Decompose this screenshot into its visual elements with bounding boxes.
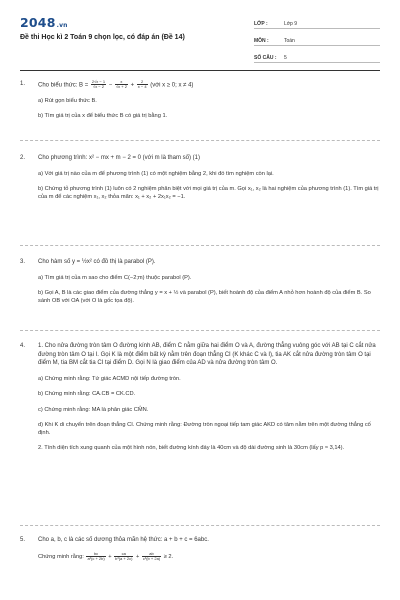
meta-row-class [254, 16, 380, 29]
meta-row-subject [254, 33, 380, 46]
question-1a: a) Rút gọn biểu thức B. [38, 97, 97, 104]
question-divider [20, 330, 380, 331]
question-5-proof: Chứng minh rằng: $\frac{bc}{\text{a³(c + 2b)}}$ + $\frac{ca}{\text{b³(a + 2c)}}$ + $\frac{ab}{\text{c³(b + 2a)}}$ ≥ 2. [38, 550, 174, 561]
header-divider [20, 70, 380, 71]
fraction-2: $\frac{x}{√x + 2}$ [115, 79, 127, 90]
logo-main: 2048 [20, 15, 56, 30]
question-1b: b) Tìm giá trị của x để biểu thức B có giá trị bằng 1. [38, 113, 168, 120]
meta-label: SỐ CÂU : [254, 54, 277, 61]
question-number: 4. [20, 343, 26, 349]
site-logo[interactable] [20, 14, 68, 32]
stem-suffix: (với x ≥ 0; x ≠ 4) [150, 82, 194, 89]
question-divider [20, 245, 380, 246]
document-header [0, 0, 400, 66]
question-3a: a) Tìm giá trị của m sao cho điểm C(−2;m) thuộc parabol (P). [38, 274, 192, 281]
stem-prefix: Cho biểu thức: B = [38, 82, 89, 89]
question-5 [20, 536, 380, 561]
meta-label: MÔN : [254, 37, 269, 44]
question-3 [20, 258, 380, 305]
meta-value: Lớp 9 [284, 20, 298, 27]
meta-value: 5 [284, 54, 287, 61]
question-stem: Cho phương trình: x² − mx + m − 2 = 0 (với m là tham số) (1) [38, 155, 200, 161]
question-4d: d) Khi K di chuyển trên đoạn thẳng CI. Chứng minh rằng: Đường tròn ngoại tiếp tam giác AKD có tâm nằm trên một đường thẳng cố định. [38, 421, 371, 437]
question-stem: 1. Cho nửa đường tròn tâm O đường kính AB, điểm C nằm giữa hai điểm O và A, đường thẳng vuông góc với AB tại C cắt nửa đường tròn tâm O tại I. Gọi K là một điểm bất kỳ nằm trên đoạn thẳng CI (K khác C và I), tia AK cắt nửa đường tròn tâm O tại điểm M, tia BM cắt tia CI tại điểm D. Gọi N là giao điểm của AD và nửa đường tròn tâm O. [38, 343, 376, 367]
question-divider [20, 140, 380, 141]
meta-row-count [254, 50, 380, 63]
meta-label: LỚP : [254, 20, 268, 27]
question-number: 5. [20, 537, 26, 543]
fraction-ab: $\frac{ab}{\text{c³(b + 2a)}}$ [142, 550, 161, 561]
question-2b: b) Chứng tỏ phương trình (1) luôn có 2 nghiệm phân biệt với mọi giá trị của m. Gọi x₁, x₂ là hai nghiệm của phương trình (1). Tìm giá trị của m để các nghiệm x₁, x₂ thỏa mãn: x₁ + x₂ + 2x₁x₂ = −1. [38, 185, 379, 201]
question-4b: b) Chứng minh rằng: CA.CB = CK.CD. [38, 391, 136, 398]
question-2 [20, 154, 380, 201]
question-number: 1. [20, 81, 26, 87]
question-2a: a) Với giá trị nào của m để phương trình (1) có một nghiệm bằng 2, khi đó tìm nghiệm còn lại. [38, 170, 274, 177]
exam-meta [254, 16, 380, 67]
meta-value: Toán [284, 37, 295, 44]
question-4a: a) Chứng minh rằng: Tứ giác ACMD nội tiếp đường tròn. [38, 376, 181, 383]
question-4c: c) Chứng minh rằng: MA là phân giác CM̂N. [38, 406, 149, 413]
exam-title: Đề thi Học kì 2 Toán 9 chọn lọc, có đáp án (Đề 14) [20, 34, 185, 41]
question-number: 3. [20, 259, 26, 265]
question-stem: Cho hàm số y = ½x² có đồ thị là parabol (P). [38, 259, 156, 265]
proof-suffix: ≥ 2. [163, 553, 174, 560]
fraction-bc: $\frac{bc}{\text{a³(c + 2b)}}$ [87, 550, 105, 561]
question-stem: Cho biểu thức: B = $\frac{2√x - 1}{√x - 2}$ − $\frac{x}{√x + 2}$ + $\frac{2}{x - 4}$ (với x ≥ 0; x ≠ 4) [38, 79, 194, 90]
fraction-ca: $\frac{ca}{\text{b³(a + 2c)}}$ [115, 550, 133, 561]
proof-prefix: Chứng minh rằng: [38, 553, 84, 560]
fraction-3: $\frac{2}{x - 4}$ [137, 79, 147, 90]
question-number: 2. [20, 155, 26, 161]
question-divider [20, 525, 380, 526]
fraction-1: $\frac{2√x - 1}{√x - 2}$ [91, 79, 106, 90]
question-1 [20, 80, 380, 120]
logo-suffix: .vn [56, 22, 68, 29]
question-4-part2: 2. Tính diện tích xung quanh của một hình nón, biết đường kính đáy là 40cm và độ dài đường sinh là 30cm (lấy p ≈ 3,14). [38, 445, 345, 452]
question-3b: b) Gọi A, B là các giao điểm của đường thẳng y = x + ½ và parabol (P), biết hoành độ của điểm A nhỏ hơn hoành độ của điểm B. So sánh OB với OA (với O là gốc tọa độ). [38, 289, 371, 305]
question-4 [20, 342, 380, 453]
question-stem: Cho a, b, c là các số dương thỏa mãn hệ thức: a + b + c = 6abc. [38, 537, 209, 543]
